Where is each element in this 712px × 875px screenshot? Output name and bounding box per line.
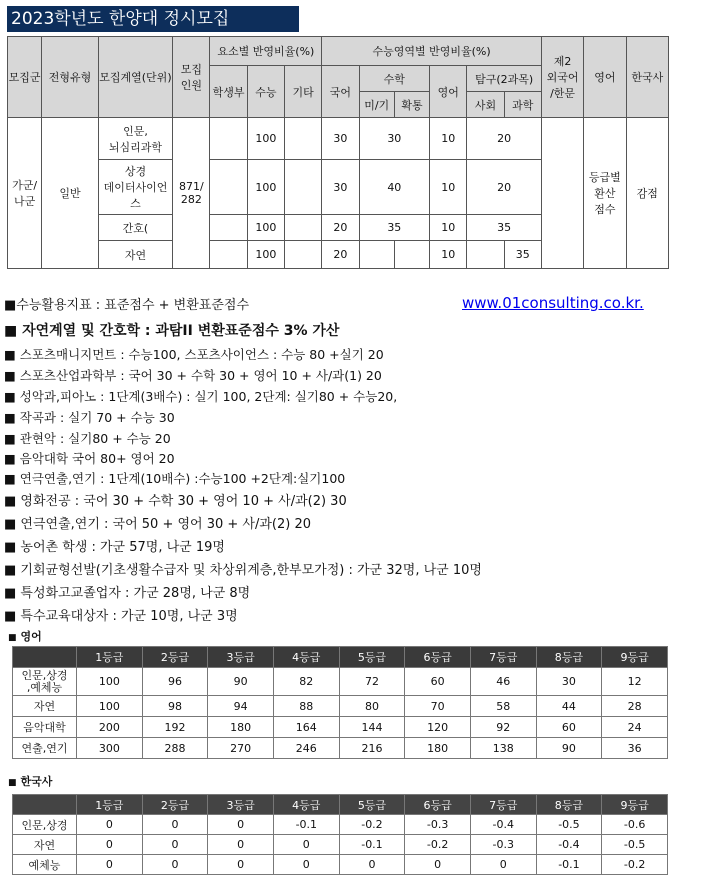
korean-cell: 30: [322, 160, 359, 215]
grade-cell: -0.2: [602, 855, 668, 875]
grade-header: 7등급: [470, 647, 536, 668]
grade-cell: 246: [273, 738, 339, 759]
history-value: 감점: [626, 118, 668, 269]
header-ratio: 요소별 반영비율(%): [210, 37, 322, 66]
grade-cell: 0: [77, 855, 143, 875]
grade-cell: 80: [339, 696, 405, 717]
grade-cell: 0: [405, 855, 471, 875]
header-english-grade: 영어: [584, 37, 626, 118]
grade-cell: 12: [602, 668, 668, 696]
english-cell: 10: [430, 118, 467, 160]
table-row: [13, 696, 668, 717]
table-row: [13, 738, 668, 759]
grade-cell: -0.2: [405, 835, 471, 855]
unit-cell: 상경 데이터사이언 스: [98, 160, 173, 215]
table-row: [13, 835, 668, 855]
grade-header: 3등급: [208, 795, 274, 815]
header-school: 학생부: [210, 66, 247, 118]
grade-cell: 100: [77, 668, 143, 696]
table-row: [13, 668, 668, 696]
grade-cell: 82: [273, 668, 339, 696]
english-cell: 10: [430, 241, 467, 269]
history-section-title: [8, 773, 52, 789]
grade-header: 9등급: [602, 795, 668, 815]
grade-cell: 58: [470, 696, 536, 717]
note-line: ■수능활용지표 : 표준점수 + 변환표준점수: [4, 298, 250, 313]
english-section-title: [8, 628, 42, 644]
website-url[interactable]: www.01consulting.co.kr: [462, 294, 639, 312]
square-bullet-icon: ■: [8, 778, 17, 788]
header-unit: 모집계열(단위): [98, 37, 173, 118]
grade-cell: 164: [273, 717, 339, 738]
header-area-ratio: 수능영역별 반영비율(%): [322, 37, 542, 66]
header-history: 한국사: [626, 37, 668, 118]
grade-cell: 0: [470, 855, 536, 875]
row-label: 음악대학: [13, 717, 77, 738]
grade-cell: 0: [208, 855, 274, 875]
grade-cell: 44: [536, 696, 602, 717]
header-quota: 모집 인원: [173, 37, 210, 118]
science-cell: 35: [504, 241, 541, 269]
unit-cell: 자연: [98, 241, 173, 269]
header-inquiry: 탐구(2과목): [467, 66, 542, 92]
grade-cell: 46: [470, 668, 536, 696]
grade-cell: -0.4: [536, 835, 602, 855]
note-line: ■ 연극연출,연기 : 국어 50 + 영어 30 + 사/과(2) 20: [4, 517, 312, 532]
grade-cell: 0: [273, 855, 339, 875]
unit-cell: 간호(: [98, 215, 173, 241]
admission-table: [7, 36, 669, 269]
grade-cell: 98: [142, 696, 208, 717]
grade-cell: 120: [405, 717, 471, 738]
grade-cell: 28: [602, 696, 668, 717]
note-line: ■ 특성화고교졸업자 : 가군 28명, 나군 8명: [4, 586, 251, 601]
note-line: ■ 스포츠산업과학부 : 국어 30 + 수학 30 + 영어 10 + 사/과(1) 20: [4, 368, 382, 383]
grade-cell: 138: [470, 738, 536, 759]
grade-cell: 96: [142, 668, 208, 696]
grade-cell: 300: [77, 738, 143, 759]
history-grade-table: [12, 794, 668, 875]
note-line: ■ 자연계열 및 간호학 : 과탐II 변환표준점수 3% 가산: [4, 323, 340, 339]
grade-header: 6등급: [405, 647, 471, 668]
grade-cell: 0: [77, 815, 143, 835]
grade-header: 5등급: [339, 795, 405, 815]
grade-cell: 0: [142, 835, 208, 855]
row-label: 자연: [13, 835, 77, 855]
grade-header: 1등급: [77, 647, 143, 668]
grade-header: 2등급: [142, 795, 208, 815]
grade-cell: 216: [339, 738, 405, 759]
row-label: 자연: [13, 696, 77, 717]
header-math: 수학: [359, 66, 430, 92]
grade-cell: 270: [208, 738, 274, 759]
unit-cell: 인문, 뇌심리과학: [98, 118, 173, 160]
header-korean: 국어: [322, 66, 359, 118]
note-line: ■ 성악과,피아노 : 1단계(3배수) : 실기 100, 2단계: 실기80 + 수능20,: [4, 389, 398, 404]
grade-cell: 36: [602, 738, 668, 759]
grade-cell: -0.5: [536, 815, 602, 835]
corner-cell: [13, 795, 77, 815]
row-label: 연출,연기: [13, 738, 77, 759]
page-title: 2023학년도 한양대 정시모집: [7, 6, 299, 32]
grade-cell: 92: [470, 717, 536, 738]
grade-header-row: [13, 647, 668, 668]
grade-cell: 0: [208, 815, 274, 835]
square-bullet-icon: ■: [8, 633, 17, 643]
grade-cell: 200: [77, 717, 143, 738]
english-grade-value: 등급별 환산 점수: [584, 118, 626, 269]
header-foreign: 제2 외국어 /한문: [541, 37, 583, 118]
grade-cell: -0.1: [536, 855, 602, 875]
grade-header: 8등급: [536, 795, 602, 815]
grade-cell: 288: [142, 738, 208, 759]
grade-cell: 192: [142, 717, 208, 738]
inquiry-cell: 20: [467, 118, 542, 160]
note-line: ■ 관현악 : 실기80 + 수능 20: [4, 431, 171, 446]
english-cell: 10: [430, 215, 467, 241]
grade-cell: 0: [142, 855, 208, 875]
grade-cell: 0: [339, 855, 405, 875]
grade-cell: -0.3: [405, 815, 471, 835]
grade-header: 4등급: [273, 647, 339, 668]
grade-cell: 94: [208, 696, 274, 717]
header-suneung: 수능: [247, 66, 284, 118]
grade-header: 5등급: [339, 647, 405, 668]
grade-header: 9등급: [602, 647, 668, 668]
history-section-label: 한국사: [20, 775, 53, 788]
grade-cell: -0.5: [602, 835, 668, 855]
grade-cell: -0.6: [602, 815, 668, 835]
grade-cell: 70: [405, 696, 471, 717]
row-label: 인문,상경: [13, 815, 77, 835]
grade-cell: 90: [536, 738, 602, 759]
note-line: ■ 연극연출,연기 : 1단계(10배수) :수능100 +2단계:실기100: [4, 471, 346, 486]
korean-cell: 20: [322, 215, 359, 241]
note-line: ■ 음악대학 국어 80+ 영어 20: [4, 451, 175, 466]
suneung-cell: 100: [247, 241, 284, 269]
math-cell: 30: [359, 118, 430, 160]
note-line: ■ 특수교육대상자 : 가군 10명, 나군 3명: [4, 609, 238, 624]
note-line: ■ 스포츠매니지먼트 : 수능100, 스포츠사이언스 : 수능 80 +실기 20: [4, 347, 384, 362]
grade-cell: 0: [273, 835, 339, 855]
grade-cell: 0: [208, 835, 274, 855]
grade-cell: -0.2: [339, 815, 405, 835]
inquiry-cell: 20: [467, 160, 542, 215]
suneung-cell: 100: [247, 118, 284, 160]
corner-cell: [13, 647, 77, 668]
type-value: 일반: [42, 118, 98, 269]
grade-cell: -0.1: [273, 815, 339, 835]
math-cell: 35: [359, 215, 430, 241]
table-row: [13, 717, 668, 738]
english-cell: 10: [430, 160, 467, 215]
grade-header: 6등급: [405, 795, 471, 815]
header-etc: 기타: [285, 66, 322, 118]
grade-cell: 88: [273, 696, 339, 717]
header-math-b: 확통: [394, 92, 429, 118]
row-label: 예체능: [13, 855, 77, 875]
header-english: 영어: [430, 66, 467, 118]
grade-header: 7등급: [470, 795, 536, 815]
grade-cell: 144: [339, 717, 405, 738]
website-url-dot: .: [638, 294, 644, 312]
grade-cell: -0.1: [339, 835, 405, 855]
row-label: 인문,상경 ,예체능: [13, 668, 77, 696]
header-math-a: 미/기: [359, 92, 394, 118]
korean-cell: 20: [322, 241, 359, 269]
quota-value: 871/ 282: [173, 118, 210, 269]
grade-cell: 60: [405, 668, 471, 696]
grade-cell: -0.3: [470, 835, 536, 855]
grade-cell: 0: [77, 835, 143, 855]
grade-header: 4등급: [273, 795, 339, 815]
english-grade-table: [12, 646, 668, 759]
inquiry-cell: 35: [467, 215, 542, 241]
grade-cell: 60: [536, 717, 602, 738]
grade-cell: 30: [536, 668, 602, 696]
suneung-cell: 100: [247, 160, 284, 215]
grade-cell: 24: [602, 717, 668, 738]
english-section-label: 영어: [20, 630, 42, 643]
grade-header-row: [13, 795, 668, 815]
grade-cell: 180: [208, 717, 274, 738]
suneung-cell: 100: [247, 215, 284, 241]
table-row: [13, 815, 668, 835]
grade-cell: 180: [405, 738, 471, 759]
table-row: [8, 118, 669, 160]
grade-cell: 0: [142, 815, 208, 835]
header-group: 모집군: [8, 37, 42, 118]
header-science: 과학: [504, 92, 541, 118]
grade-header: 1등급: [77, 795, 143, 815]
grade-header: 2등급: [142, 647, 208, 668]
korean-cell: 30: [322, 118, 359, 160]
grade-cell: 72: [339, 668, 405, 696]
note-line: ■ 작곡과 : 실기 70 + 수능 30: [4, 410, 175, 425]
grade-header: 3등급: [208, 647, 274, 668]
grade-cell: 90: [208, 668, 274, 696]
note-line: ■ 농어촌 학생 : 가군 57명, 나군 19명: [4, 540, 225, 555]
group-value: 가군/ 나군: [8, 118, 42, 269]
math-cell: 40: [359, 160, 430, 215]
grade-header: 8등급: [536, 647, 602, 668]
website-link[interactable]: [462, 294, 644, 312]
note-line: ■ 기회균형선발(기초생활수급자 및 차상위계층,한부모가정) : 가군 32명, 나군 10명: [4, 563, 482, 578]
header-type: 전형유형: [42, 37, 98, 118]
header-social: 사회: [467, 92, 504, 118]
grade-cell: 100: [77, 696, 143, 717]
grade-cell: -0.4: [470, 815, 536, 835]
note-line: ■ 영화전공 : 국어 30 + 수학 30 + 영어 10 + 사/과(2) 30: [4, 494, 347, 509]
